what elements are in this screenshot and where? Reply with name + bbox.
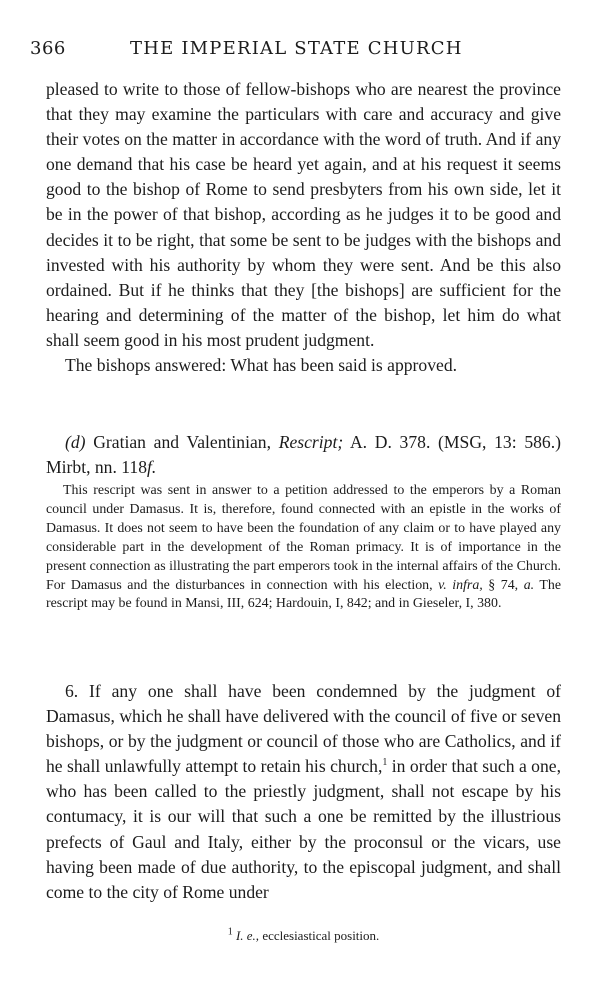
intro-text-3: The rescript may be found in Mansi, III, 624; Hardouin, I, 842; and in Gieseler, I, 380. [46,577,561,612]
main-text-bottom [46,679,561,905]
section-6-text-2: in order that such a one, who has been called to the priestly judgment, shall not escape by his contumacy, it is our will that such a one be remitted by the illustrious prefects of Gaul and Italy, either by the proconsul or the vicars, use having been made of due authority, to the episcopal judgment, and shall come to the city of Rome under [46,756,561,902]
page-number: 366 [30,38,66,59]
main-text-top [46,77,561,378]
source-suffix: f. [147,457,157,478]
intro-paragraph [46,482,561,614]
source-citation [46,430,561,480]
intro-text-2: § 74, [488,577,519,593]
source-date: A. D. 378. (MSG, 13: 586.) Mirbt, nn. 118 [46,432,561,478]
running-head: THE IMPERIAL STATE CHURCH [130,38,463,59]
source-work: Rescript; [278,432,344,452]
source-authors: Gratian and Valentinian, [93,432,271,452]
paragraph-continued: pleased to write to those of fellow-bishops who are nearest the province that they may examine the particulars with care and accuracy and give their votes on the matter in accordance with the word of truth. And if any one demand that his case be heard yet again, and at his request it seems good to the bishop of Rome to send presbyters from his own side, let it be in the power of that bishop, according as he judges it to be good and decides it to be right, that some be sent to be judges with the bishops and invested with his authority by whom they were sent. And be this also ordained. But if he thinks that they [the bishops] are sufficient for the hearing and determining of the matter of the bishop, let him do what shall seem good in his most prudent judgment. [46,79,561,350]
intro-text-1: This rescript was sent in answer to a petition addressed to the emperors by a Roman council under Damasus. It is, therefore, found connected with an epistle in the works of Damasus. It does not seem to have been the foundation of any claim or to have played any considerable part in the development of the Roman primacy. It is of importance in the present connection as illustrating the part emperors took in the internal affairs of the Church. For Damasus and the disturbances in connection with his election, [46,483,561,593]
intro-ref-2: a. [523,577,535,593]
intro-ref-1: v. infra, [438,577,483,593]
footnote-number: 1 [227,926,233,938]
intro-note [46,482,561,614]
footnote-ie: I. e., [235,928,260,943]
footnote-text: ecclesiastical position. [262,928,380,943]
footnote [0,928,607,944]
paragraph-bishops-answered: The bishops answered: What has been said is approved. [65,355,458,376]
section-6-text-1: 6. If any one shall have been condemned by the judgment of Damasus, which he shall have delivered with the council of five or seven bishops, or by the judgment or council of those who are Catholics, and if he shall unlawfully attempt to retain his church, [46,681,561,777]
paragraph-section-6 [46,679,561,905]
source-label: (d) [65,432,86,452]
source-heading [46,430,561,480]
footnote-marker: 1 [382,757,388,769]
